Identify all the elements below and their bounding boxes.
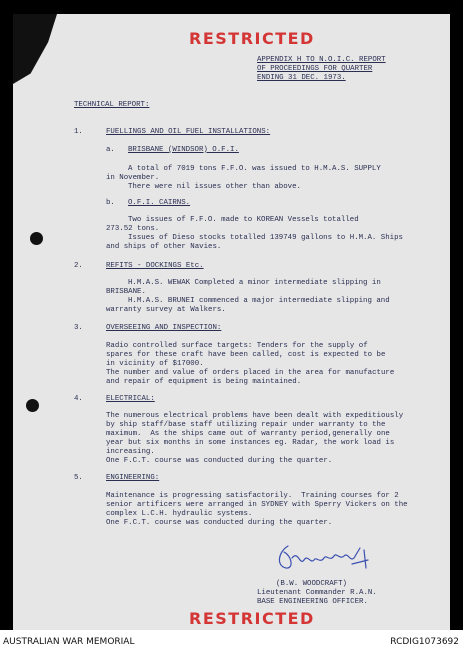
paragraph-line: Two issues of F.F.O. made to KOREAN Vessels totalled (128, 216, 359, 224)
section-number: 5. (74, 474, 83, 482)
section-heading: ENGINEERING: (106, 474, 160, 482)
handwritten-signature (268, 538, 378, 580)
signatory-rank: Lieutenant Commander R.A.N. (257, 589, 377, 597)
appendix-line: OF PROCEEDINGS FOR QUARTER (257, 65, 373, 73)
section-number: 1. (74, 128, 83, 136)
paragraph-line: Issues of Dieso stocks totalled 139749 gallons to H.M.A. Ships (128, 234, 403, 242)
subsection-label: a. (106, 146, 115, 154)
paragraph-line: H.M.A.S. WEWAK Completed a minor intermediate slipping in (128, 279, 381, 287)
paragraph-line: and ships of other Navies. (106, 243, 222, 251)
paragraph-line: and repair of equipment is being maintained. (106, 378, 302, 386)
paragraph-line: year but six months in some instances eg. Radar, the work load is (106, 439, 395, 447)
paragraph-line: The number and value of orders placed in the area for manufacture (106, 369, 395, 377)
paragraph-line: 273.52 tons. (106, 225, 160, 233)
paragraph-line: in November. (106, 174, 160, 182)
paragraph-line: H.M.A.S. BRUNEI commenced a major intermediate slipping and (128, 297, 390, 305)
punch-hole (26, 399, 39, 412)
paragraph-line: BRISBANE. (106, 288, 146, 296)
paragraph-line: warranty survey at Walkers. (106, 306, 226, 314)
signatory-name: (B.W. WOODCRAFT) (276, 580, 347, 588)
signatory-role: BASE ENGINEERING OFFICER. (257, 598, 368, 606)
paragraph-line: One F.C.T. course was conducted during the quarter. (106, 457, 333, 465)
section-heading: FUELLINGS AND OIL FUEL INSTALLATIONS: (106, 128, 271, 136)
subsection-heading: BRISBANE (WINDSOR) O.F.I. (128, 146, 239, 154)
paragraph-line: senior artificers were arranged in SYDNEY with Sperry Vickers on the (106, 501, 408, 509)
punch-hole (30, 232, 43, 245)
appendix-line: ENDING 31 DEC. 1973. (257, 74, 346, 82)
paragraph-line: Maintenance is progressing satisfactorily. Training courses for 2 (106, 492, 399, 500)
subsection-heading: O.F.I. CAIRNS. (128, 199, 191, 207)
section-heading: OVERSEEING AND INSPECTION: (106, 324, 222, 332)
paragraph-line: A total of 7019 tons F.F.O. was issued to H.M.A.S. SUPPLY (128, 165, 381, 173)
archive-id: RCDIG1073692 (390, 637, 459, 647)
subsection-label: b. (106, 199, 115, 207)
paragraph-line: There were nil issues other than above. (128, 183, 301, 191)
paragraph-line: complex L.C.H. hydraulic systems. (106, 510, 253, 518)
paragraph-line: Radio controlled surface targets: Tenders for the supply of (106, 342, 368, 350)
paragraph-line: One F.C.T. course was conducted during the quarter. (106, 519, 333, 527)
restricted-stamp-bottom: RESTRICTED (189, 609, 315, 628)
section-heading: REFITS - DOCKINGS Etc. (106, 262, 204, 270)
paragraph-line: The numerous electrical problems have been dealt with expeditiously (106, 412, 404, 420)
paragraph-line: increasing. (106, 448, 155, 456)
paragraph-line: in vicinity of $17000. (106, 360, 204, 368)
archive-footer (0, 630, 463, 653)
paragraph-line: by ship staff/base staff utilizing repair under warranty to the (106, 421, 386, 429)
section-number: 2. (74, 262, 83, 270)
section-number: 4. (74, 395, 83, 403)
section-number: 3. (74, 324, 83, 332)
paragraph-line: spares for these craft have been called, cost is expected to be (106, 351, 386, 359)
restricted-stamp-top: RESTRICTED (189, 29, 315, 48)
report-title: TECHNICAL REPORT: (74, 101, 150, 109)
section-heading: ELECTRICAL: (106, 395, 155, 403)
torn-corner (13, 14, 57, 84)
archive-name: AUSTRALIAN WAR MEMORIAL (3, 637, 135, 647)
paragraph-line: maximum. As the ships came out of warranty period,generally one (106, 430, 390, 438)
appendix-line: APPENDIX H TO N.O.I.C. REPORT (257, 56, 386, 64)
